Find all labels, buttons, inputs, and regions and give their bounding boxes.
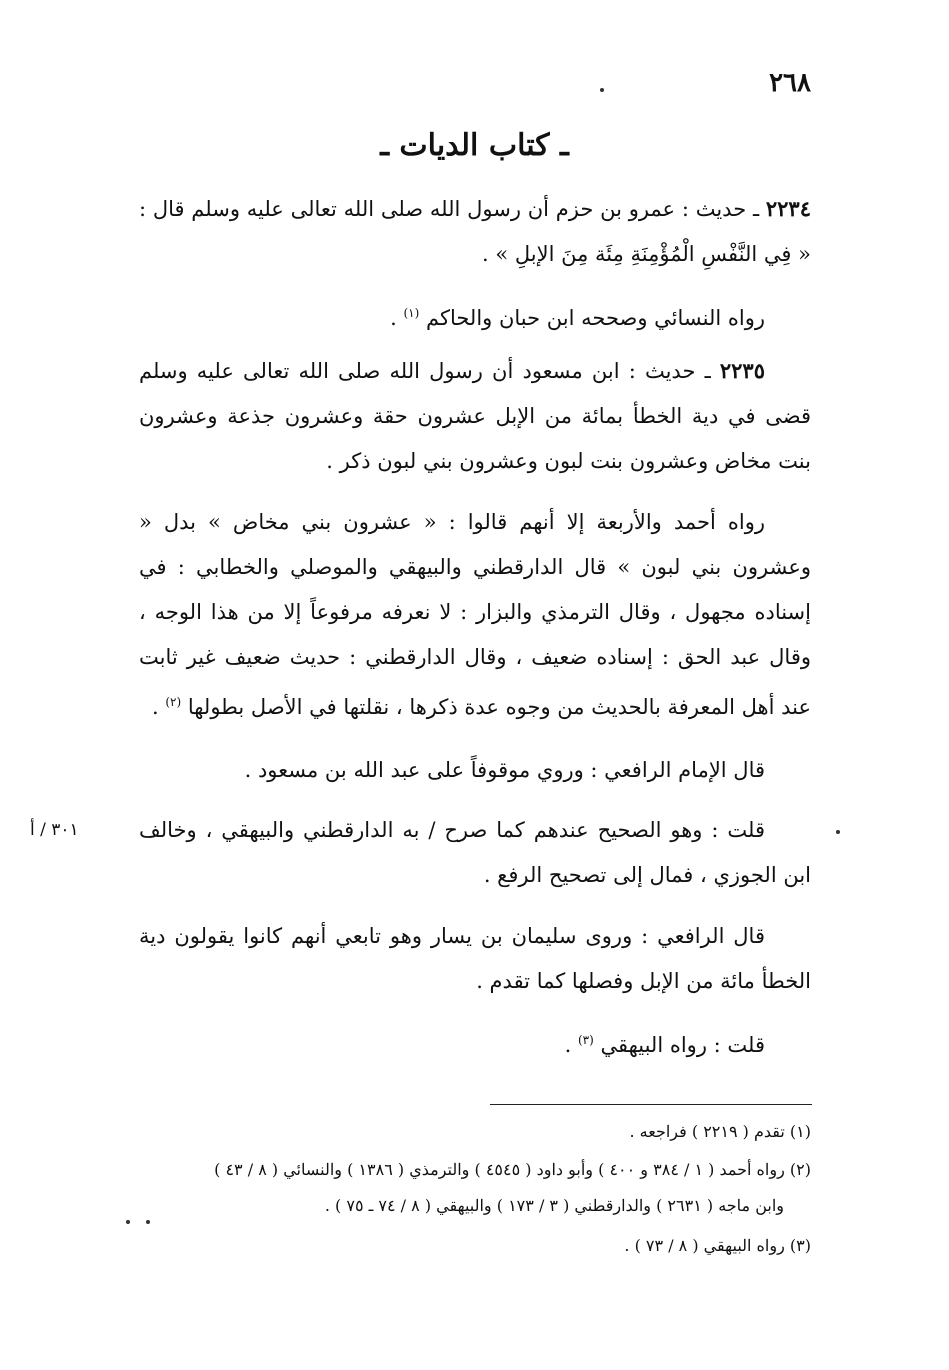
- page-number: ٢٦٨: [769, 68, 811, 98]
- source-text: رواه النسائي وصححه ابن حبان والحاكم: [426, 306, 765, 330]
- rafii-paragraph-1: قال الإمام الرافعي : وروي موقوفاً على عبد الله بن مسعود .: [244, 758, 765, 782]
- ahmad-paragraph: [139, 500, 811, 730]
- rafii-paragraph-2: قال الرافعي : وروى سليمان بن يسار وهو تابعي أنهم كانوا يقولون دية الخطأ مائة من الإبل وفصلها كما تقدم .: [139, 924, 811, 993]
- speck: [836, 830, 840, 834]
- hadith-number: ٢٢٣٤: [765, 196, 811, 221]
- margin-note: ٣٠١ / أ: [30, 820, 79, 840]
- hadith-2235: [139, 348, 811, 484]
- footnote-separator: [490, 1104, 812, 1105]
- qultu-text: قلت : رواه البيهقي: [600, 1033, 765, 1057]
- ahmad-end: .: [151, 695, 166, 719]
- ahmad-text: رواه أحمد والأربعة إلا أنهم قالوا : « عشرون بني مخاض » بدل « وعشرون بني لبون » قال الدارقطني والبيهقي والموصلي والخطابي : في إسناده مجهول ، وقال الترمذي والبزار : لا نعرفه مرفوعاً إلا من هذا الوجه ، وقال عبد الحق : إسناده ضعيف ، وقال الدارقطني : حديث ضعيف غير ثابت عند أهل المعرفة بالحديث من وجوه عدة ذكرها ، نقلتها في الأصل بطولها: [139, 510, 811, 719]
- qultu-paragraph-1: قلت : وهو الصحيح عندهم كما صرح / به الدارقطني والبيهقي ، وخالف ابن الجوزي ، فمال إلى تصحيح الرفع .: [139, 818, 811, 887]
- hadith-number: ٢٢٣٥: [719, 358, 765, 383]
- footnote-ref-2: (٢): [165, 695, 182, 709]
- footnote-1: (١) تقدم ( ٢٢١٩ ) فراجعه .: [629, 1122, 811, 1141]
- hadith-2234-source: [139, 291, 811, 341]
- speck: [146, 1220, 150, 1224]
- chapter-title: ـ كتاب الديات ـ: [380, 128, 569, 163]
- hadith-text: ـ حديث : ابن مسعود أن رسول الله صلى الله تعالى عليه وسلم قضى في دية الخطأ بمائة من الإبل عشرون حقة وعشرون جذعة وعشرون بنت مخاض وعشرون بنت لبون وعشرون بني لبون ذكر .: [139, 359, 811, 473]
- footnote-ref-1: (١): [403, 306, 420, 320]
- footnote-3: (٣) رواه البيهقي ( ٨ / ٧٣ ) .: [624, 1236, 811, 1255]
- qultu-paragraph-2: [139, 1018, 811, 1068]
- footnote-2: (٢) رواه أحمد ( ١ / ٣٨٤ و ٤٠٠ ) وأبو داود ( ٤٥٤٥ ) والترمذي ( ١٣٨٦ ) والنسائي ( ٨ / ٤٣ ): [214, 1160, 811, 1179]
- speck: [600, 88, 604, 92]
- footnote-2-continuation: وابن ماجه ( ٢٦٣١ ) والدارقطني ( ٣ / ١٧٣ ) والبيهقي ( ٨ / ٧٤ ـ ٧٥ ) .: [324, 1196, 784, 1215]
- source-end: .: [390, 306, 404, 330]
- hadith-text: ـ حديث : عمرو بن حزم أن رسول الله صلى الله تعالى عليه وسلم قال : « فِي النَّفْسِ الْمُؤْمِنَةِ مِئَة مِنَ الإبلِ » .: [139, 197, 811, 266]
- footnote-ref-3: (٣): [577, 1033, 594, 1047]
- hadith-2234: [139, 186, 811, 277]
- speck: [126, 1220, 130, 1224]
- qultu-end: .: [564, 1033, 578, 1057]
